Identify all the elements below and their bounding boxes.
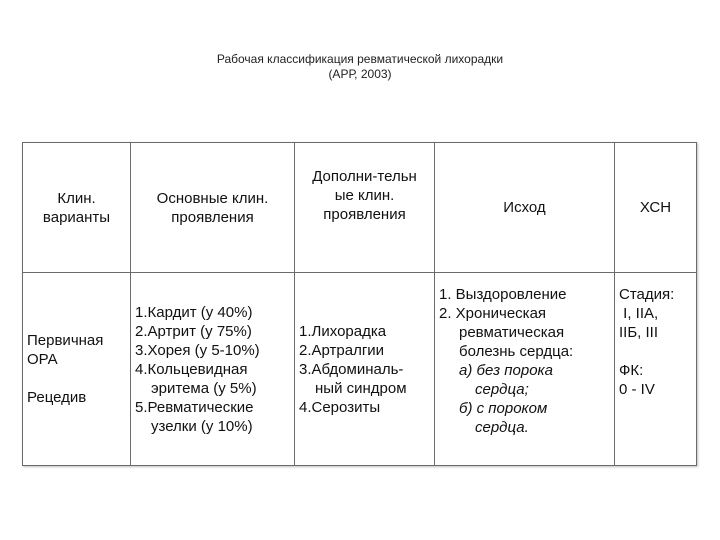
list-item: 4.Кольцевидная [135,360,248,378]
list-item: 1.Кардит (у 40%) [135,303,253,321]
list-item: 2.Артрит (у 75%) [135,322,252,340]
list-item: 2. Хроническая [439,305,547,322]
list-item-continuation: ревматическая [459,324,565,341]
list-item-continuation: болезнь сердца: [459,343,574,360]
list-item: 3.Хорея (у 5-10%) [135,341,260,359]
variant-primary-1: Первичная [27,332,104,349]
variant-primary-2: ОРА [27,351,58,368]
classification-table [22,142,697,466]
list-item: 4.Серозиты [299,398,381,416]
table-row [23,273,697,466]
header-outcome: Исход [435,143,615,273]
header-clinical-variants: Клин. варианты [23,143,131,273]
variant-recurrent: Рецедив [27,389,87,406]
outcome-option-a: а) без порока [459,362,553,379]
header-main-manifestations: Основные клин. проявления [131,143,295,273]
header-hsn: ХСН [615,143,697,273]
list-item: 1.Лихорадка [299,322,387,340]
slide-title [0,52,720,82]
title-line-2: (АРР, 2003) [328,67,392,81]
cell-hsn [615,273,697,466]
list-item-continuation: узелки (у 10%) [151,417,253,435]
hsn-fk-value: 0 - IV [619,381,655,398]
outcome-option-b-cont: сердца. [475,419,529,436]
outcome-option-b: б) с пороком [459,400,548,417]
cell-additional-manifestations [295,273,435,466]
list-item: 2.Артралгии [299,341,385,359]
hsn-fk-label: ФК: [619,362,644,379]
outcome-option-a-cont: сердца; [475,381,529,398]
list-item-continuation: ный синдром [315,379,407,397]
cell-variants [23,273,131,466]
header-additional-manifestations: Дополни-тельн ые клин. проявления [295,143,435,273]
cell-outcome [435,273,615,466]
list-item: 1. Выздоровление [439,286,567,303]
list-item: 3.Абдоминаль- [299,360,404,378]
list-item: 5.Ревматические [135,398,254,416]
title-line-1: Рабочая классификация ревматической лихорадки [216,52,504,66]
hsn-stages-1: I, IIA, [619,305,659,322]
cell-main-manifestations [131,273,295,466]
table-header-row [23,143,697,273]
list-item-continuation: эритема (у 5%) [151,379,257,397]
hsn-stage-label: Стадия: [619,286,675,303]
hsn-stages-2: IIБ, III [619,324,659,341]
